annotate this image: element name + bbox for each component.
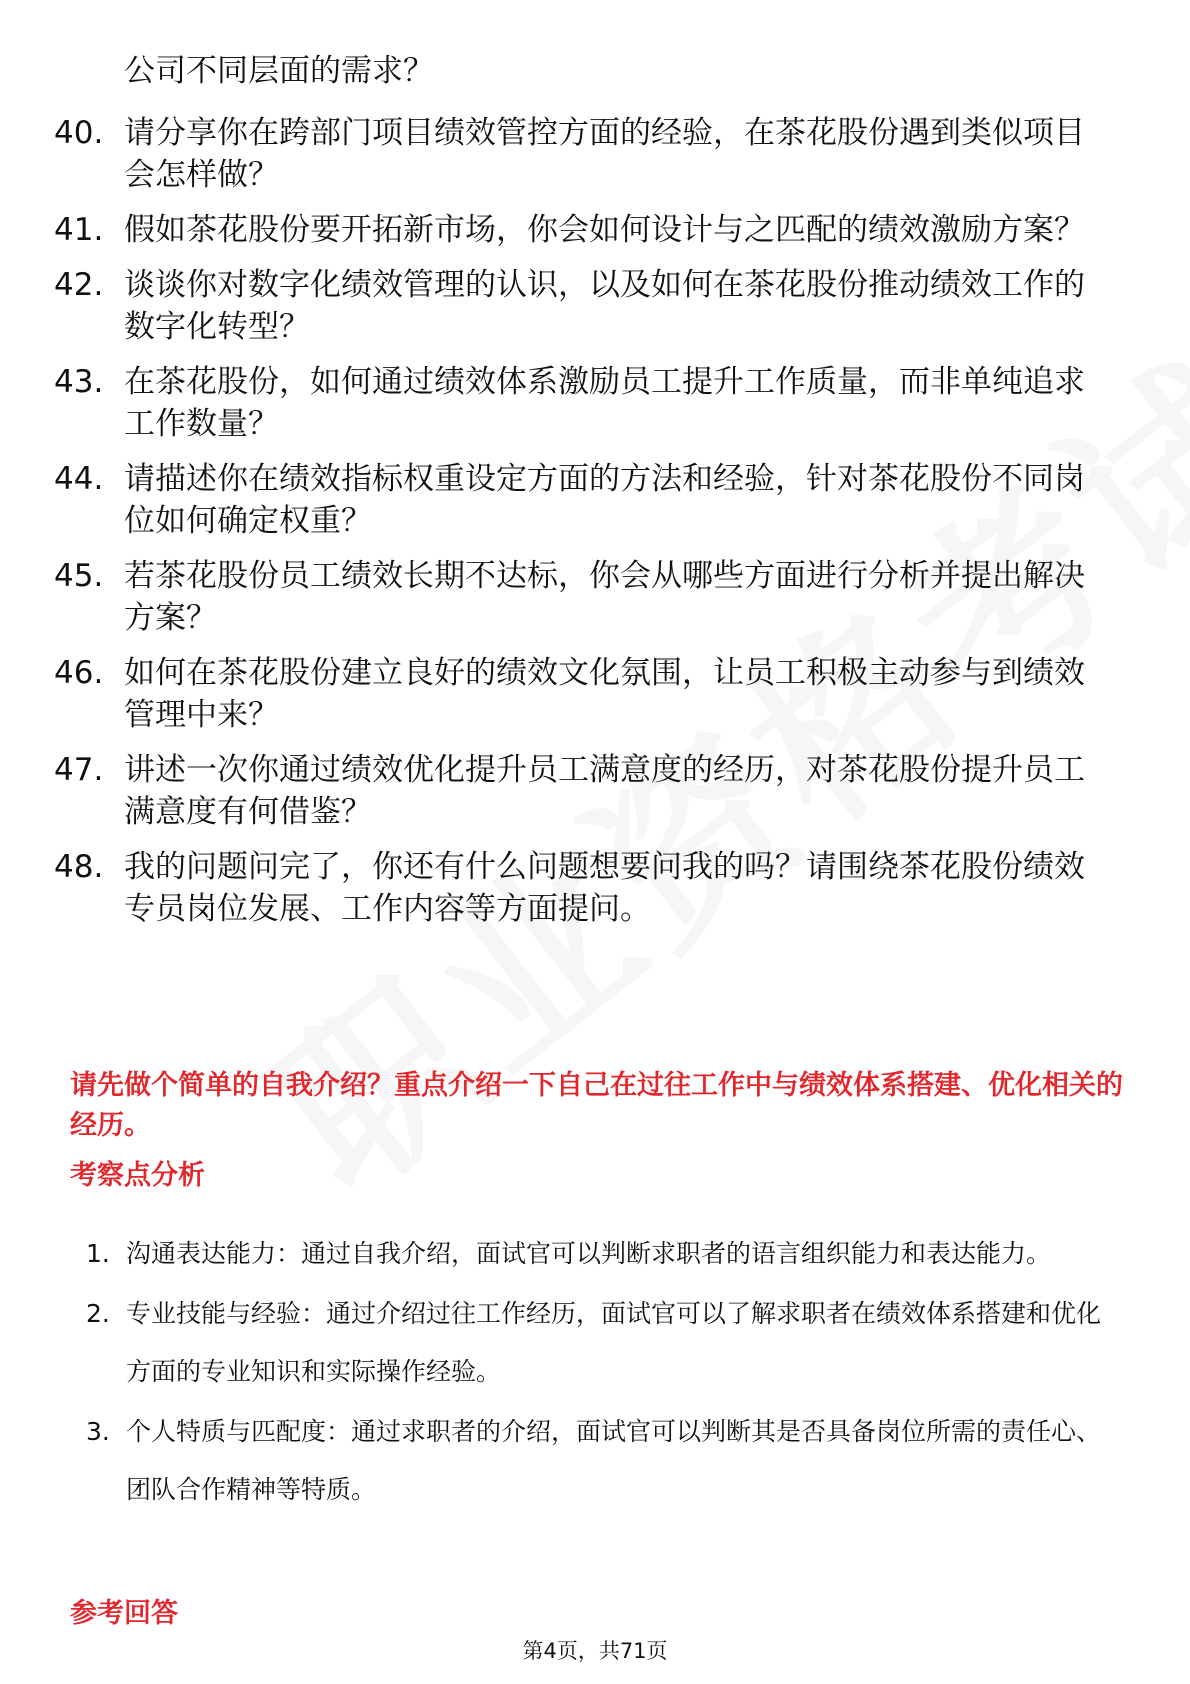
question-text: 谈谈你对数字化绩效管理的认识，以及如何在茶花股份推动绩效工作的数字化转型？ <box>124 267 1085 345</box>
question-number: 48. <box>54 849 104 885</box>
question-item <box>54 846 1114 930</box>
question-item <box>54 209 1114 251</box>
analysis-list <box>86 1225 1126 1521</box>
analysis-number: 1. <box>86 1239 110 1268</box>
question-text: 讲述一次你通过绩效优化提升员工满意度的经历，对茶花股份提升员工满意度有何借鉴？ <box>124 752 1085 830</box>
question-continuation: 公司不同层面的需求？ <box>124 53 434 89</box>
question-text: 如何在茶花股份建立良好的绩效文化氛围，让员工积极主动参与到绩效管理中来？ <box>124 655 1085 733</box>
question-item <box>54 555 1114 639</box>
question-item <box>54 458 1114 542</box>
question-text: 若茶花股份员工绩效长期不达标，你会从哪些方面进行分析并提出解决方案？ <box>124 558 1085 636</box>
analysis-number: 3. <box>86 1417 110 1446</box>
page-number-footer: 第4页，共71页 <box>522 1639 668 1663</box>
question-number: 45. <box>54 558 104 594</box>
question-text: 请描述你在绩效指标权重设定方面的方法和经验，针对茶花股份不同岗位如何确定权重？ <box>124 461 1085 539</box>
question-number: 46. <box>54 655 104 691</box>
question-text: 请分享你在跨部门项目绩效管控方面的经验，在茶花股份遇到类似项目会怎样做？ <box>124 115 1085 193</box>
analysis-section-title: 考察点分析 <box>70 1160 205 1191</box>
analysis-item <box>86 1285 1126 1401</box>
analysis-text: 个人特质与匹配度：通过求职者的介绍，面试官可以判断其是否具备岗位所需的责任心、团队合作精神等特质。 <box>126 1417 1102 1504</box>
analysis-item <box>86 1225 1126 1283</box>
analysis-text: 沟通表达能力：通过自我介绍，面试官可以判断求职者的语言组织能力和表达能力。 <box>126 1239 1052 1268</box>
analysis-item <box>86 1403 1126 1519</box>
analysis-number: 2. <box>86 1299 110 1328</box>
main-question-heading: 请先做个简单的自我介绍？重点介绍一下自己在过往工作中与绩效体系搭建、优化相关的经历。 <box>70 1070 1123 1141</box>
question-item <box>54 112 1114 196</box>
question-item <box>54 264 1114 348</box>
answer-section-title: 参考回答 <box>70 1598 178 1629</box>
question-text: 我的问题问完了，你还有什么问题想要问我的吗？请围绕茶花股份绩效专员岗位发展、工作内容等方面提问。 <box>124 849 1085 927</box>
question-item <box>54 749 1114 833</box>
question-number: 44. <box>54 461 104 497</box>
analysis-text: 专业技能与经验：通过介绍过往工作经历，面试官可以了解求职者在绩效体系搭建和优化方面的专业知识和实际操作经验。 <box>126 1299 1102 1386</box>
question-text: 假如茶花股份要开拓新市场，你会如何设计与之匹配的绩效激励方案？ <box>124 212 1085 248</box>
question-item <box>54 361 1114 445</box>
question-number: 42. <box>54 267 104 303</box>
question-number: 47. <box>54 752 104 788</box>
question-number: 40. <box>54 115 104 151</box>
question-text: 在茶花股份，如何通过绩效体系激励员工提升工作质量，而非单纯追求工作数量？ <box>124 364 1085 442</box>
question-item <box>54 652 1114 736</box>
question-number: 43. <box>54 364 104 400</box>
question-list <box>54 112 1114 943</box>
question-number: 41. <box>54 212 104 248</box>
